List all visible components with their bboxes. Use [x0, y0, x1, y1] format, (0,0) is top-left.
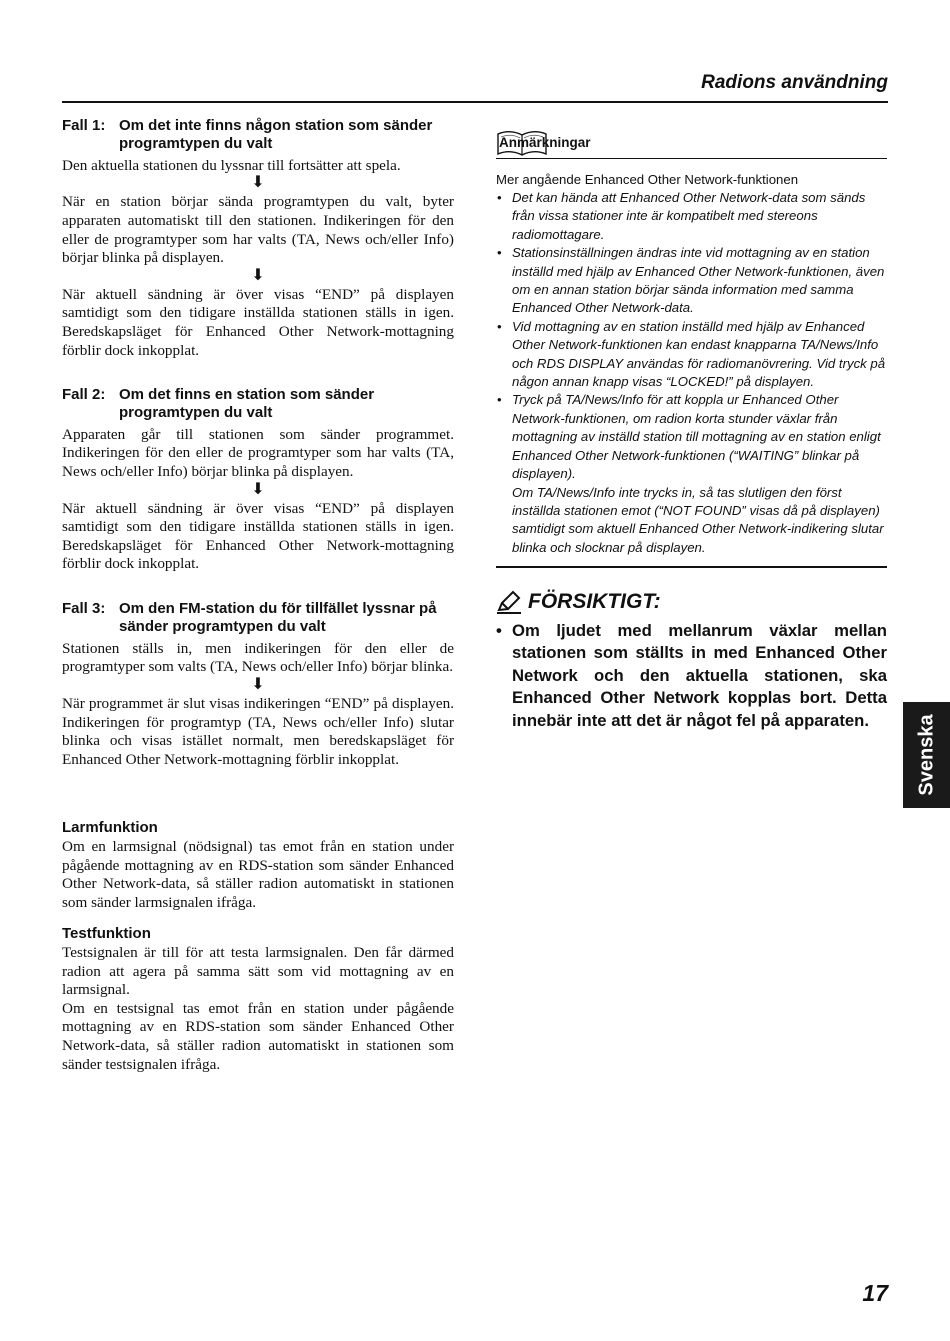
case-1-label: Fall 1:	[62, 117, 106, 134]
notes-heading-label: Anmärkningar	[499, 135, 591, 150]
case-1	[62, 117, 454, 360]
list-item: • Vid mottagning av en station inställd med hjälp av Enhanced Other Network-funktionen kan endast knapparna TA/News/Info och RDS DISPLAY användas för radiomanövrering. Vid tryck på någon annan knapp visas “LOCKED!” på displayen.	[497, 318, 886, 390]
note-extra-text: Om TA/News/Info inte trycks in, så tas slutligen den först inställda stationen emot (“NOT FOUND” visas då på displayen) samtidigt som aktuell Enhanced Other Network-indikering slutar blinka och slocknar på displayen.	[512, 484, 884, 555]
caution-heading-label: FÖRSIKTIGT:	[528, 589, 661, 613]
alarm-body: Om en larmsignal (nödsignal) tas emot från en station under pågående mottagning av en RDS-station som sänder Enhanced Other Network-data, så ställer radion automatiskt in stationen som sänder larmsignalen ifråga.	[62, 838, 454, 911]
case-1-paragraph-2: När en station börjar sända programtypen du valt, byter apparaten automatiskt till den stationen. Indikeringen för den eller de programtyper som har valts (TA, News och/eller Info) börjar blinka på displayen.	[62, 193, 454, 267]
notes-list	[496, 189, 887, 557]
test-paragraph-2: Om en testsignal tas emot från en station under pågående mottagning av en RDS-station som sänder Enhanced Other Network-data, så ställer radion automatiskt in stationen som sänder testsignalen ifråga.	[62, 999, 454, 1073]
notes-bottom-rule	[496, 566, 887, 568]
case-3-paragraph-1: Stationen ställs in, men indikeringen för den eller de programtyper som valts (TA, News och/eller Info) börjar blinka.	[62, 639, 454, 676]
down-arrow-icon: ⬇	[251, 676, 265, 693]
note-text: Det kan hända att Enhanced Other Network-data som sänds från vissa stationer inte är kompatibelt med stereons radiomottagare.	[512, 190, 866, 242]
case-2	[62, 386, 454, 574]
right-column	[496, 128, 887, 732]
case-1-paragraph-1: Den aktuella stationen du lyssnar till fortsätter att spela.	[62, 156, 401, 174]
note-text: Tryck på TA/News/Info för att koppla ur Enhanced Other Network-funktionen, om radion korta stunder växlar från mottagning av inställd station till mottagning av en station enligt Enhanced Other Network-funktionen (“WAITING” blinkar på displayen).	[512, 392, 881, 482]
alarm-section	[62, 818, 454, 912]
pencil-icon	[496, 590, 522, 614]
list-item: • Tryck på TA/News/Info för att koppla ur Enhanced Other Network-funktionen, om radion korta stunder växlar från mottagning av inställd station till mottagning av en station enligt Enhanced Other Network-funktionen (“WAITING” blinkar på displayen). Om TA/News/Info inte trycks in, så tas slutligen den först inställda stationen emot (“NOT FOUND” visas då på displayen) samtidigt som aktuell Enhanced Other Network-indikering slutar blinka och slocknar på displayen.	[497, 392, 884, 555]
down-arrow-icon: ⬇	[251, 266, 265, 284]
language-tab	[903, 702, 950, 808]
caution-body	[496, 620, 887, 733]
test-section	[62, 924, 454, 1074]
case-3-heading	[62, 600, 454, 637]
test-heading: Testfunktion	[62, 925, 151, 942]
case-3-paragraph-2: När programmet är slut visas indikeringen “END” på displayen. Indikeringen för programtyp (TA, News och/eller Info) slutar blinka och visas istället normalt, men beredskapsläget för Enhanced Other Network-mottagning förblir inkopplat.	[62, 695, 454, 768]
test-paragraph-1: Testsignalen är till för att testa larmsignalen. Den får därmed radion att agera på samma sätt som vid mottagning av en larmsignal.	[62, 944, 454, 999]
case-2-heading	[62, 386, 454, 423]
section-title: Radions användning	[701, 72, 888, 93]
caution-bullet: •	[496, 620, 502, 640]
notes-subheading: Mer angående Enhanced Other Network-funktionen	[496, 172, 799, 187]
case-2-title: Om det finns en station som sänder programtypen du valt	[119, 386, 375, 422]
alarm-heading: Larmfunktion	[62, 819, 158, 836]
list-item: • Stationsinställningen ändras inte vid mottagning av en station inställd med hjälp av Enhanced Other Network-funktionen, även om en annan station börjar sända information med samma Enhanced Other Network-data.	[497, 245, 885, 316]
notes-heading	[496, 128, 887, 159]
case-3	[62, 600, 454, 769]
language-tab-label: Svenska	[915, 714, 937, 796]
case-1-paragraph-3: När aktuell sändning är över visas “END” på displayen samtidigt som den tidigare inställda stationen ställs in igen. Beredskapsläget för Enhanced Other Network-mottagning förblir dock inkopplat.	[62, 285, 454, 359]
caution-text: Om ljudet med mellanrum växlar mellan stationen som ställts in med Enhanced Other Network och den aktuella stationen, ska Enhanced Other Network kopplas bort. Detta innebär inte att det är något fel på apparaten.	[512, 620, 887, 730]
case-2-paragraph-1: Apparaten går till stationen som sänder programmet. Indikeringen för den eller de programtyper som har valts (TA, News och/eller Info) börjar blinka på displayen.	[62, 425, 454, 480]
case-2-paragraph-2: När aktuell sändning är över visas “END” på displayen samtidigt som den tidigare inställda stationen ställs in igen. Beredskapsläget för Enhanced Other Network-mottagning förblir dock inkopplat.	[62, 499, 454, 573]
case-3-title: Om den FM-station du för tillfället lyssnar på sänder programtypen du valt	[119, 600, 437, 636]
page-number: 17	[862, 1280, 888, 1306]
case-1-title: Om det inte finns någon station som sänder programtypen du valt	[119, 117, 433, 153]
caution-heading	[496, 590, 887, 614]
note-text: Stationsinställningen ändras inte vid mottagning av en station inställd med hjälp av Enhanced Other Network-funktionen, även om en annan station börjar sända information med samma Enhanced Other Network-data.	[512, 245, 885, 316]
case-2-label: Fall 2:	[62, 386, 106, 403]
down-arrow-icon: ⬇	[251, 480, 265, 498]
header-rule	[62, 101, 888, 103]
down-arrow-icon: ⬇	[251, 174, 265, 192]
list-item: • Det kan hända att Enhanced Other Network-data som sänds från vissa stationer inte är kompatibelt med stereons radiomottagare.	[497, 190, 866, 242]
case-1-heading	[62, 117, 454, 154]
note-text: Vid mottagning av en station inställd med hjälp av Enhanced Other Network-funktionen kan endast knapparna TA/News/Info och RDS DISPLAY användas för radiomanövrering. Vid tryck på någon annan knapp visas “LOCKED!” på displayen.	[512, 318, 886, 390]
case-3-label: Fall 3:	[62, 600, 106, 617]
